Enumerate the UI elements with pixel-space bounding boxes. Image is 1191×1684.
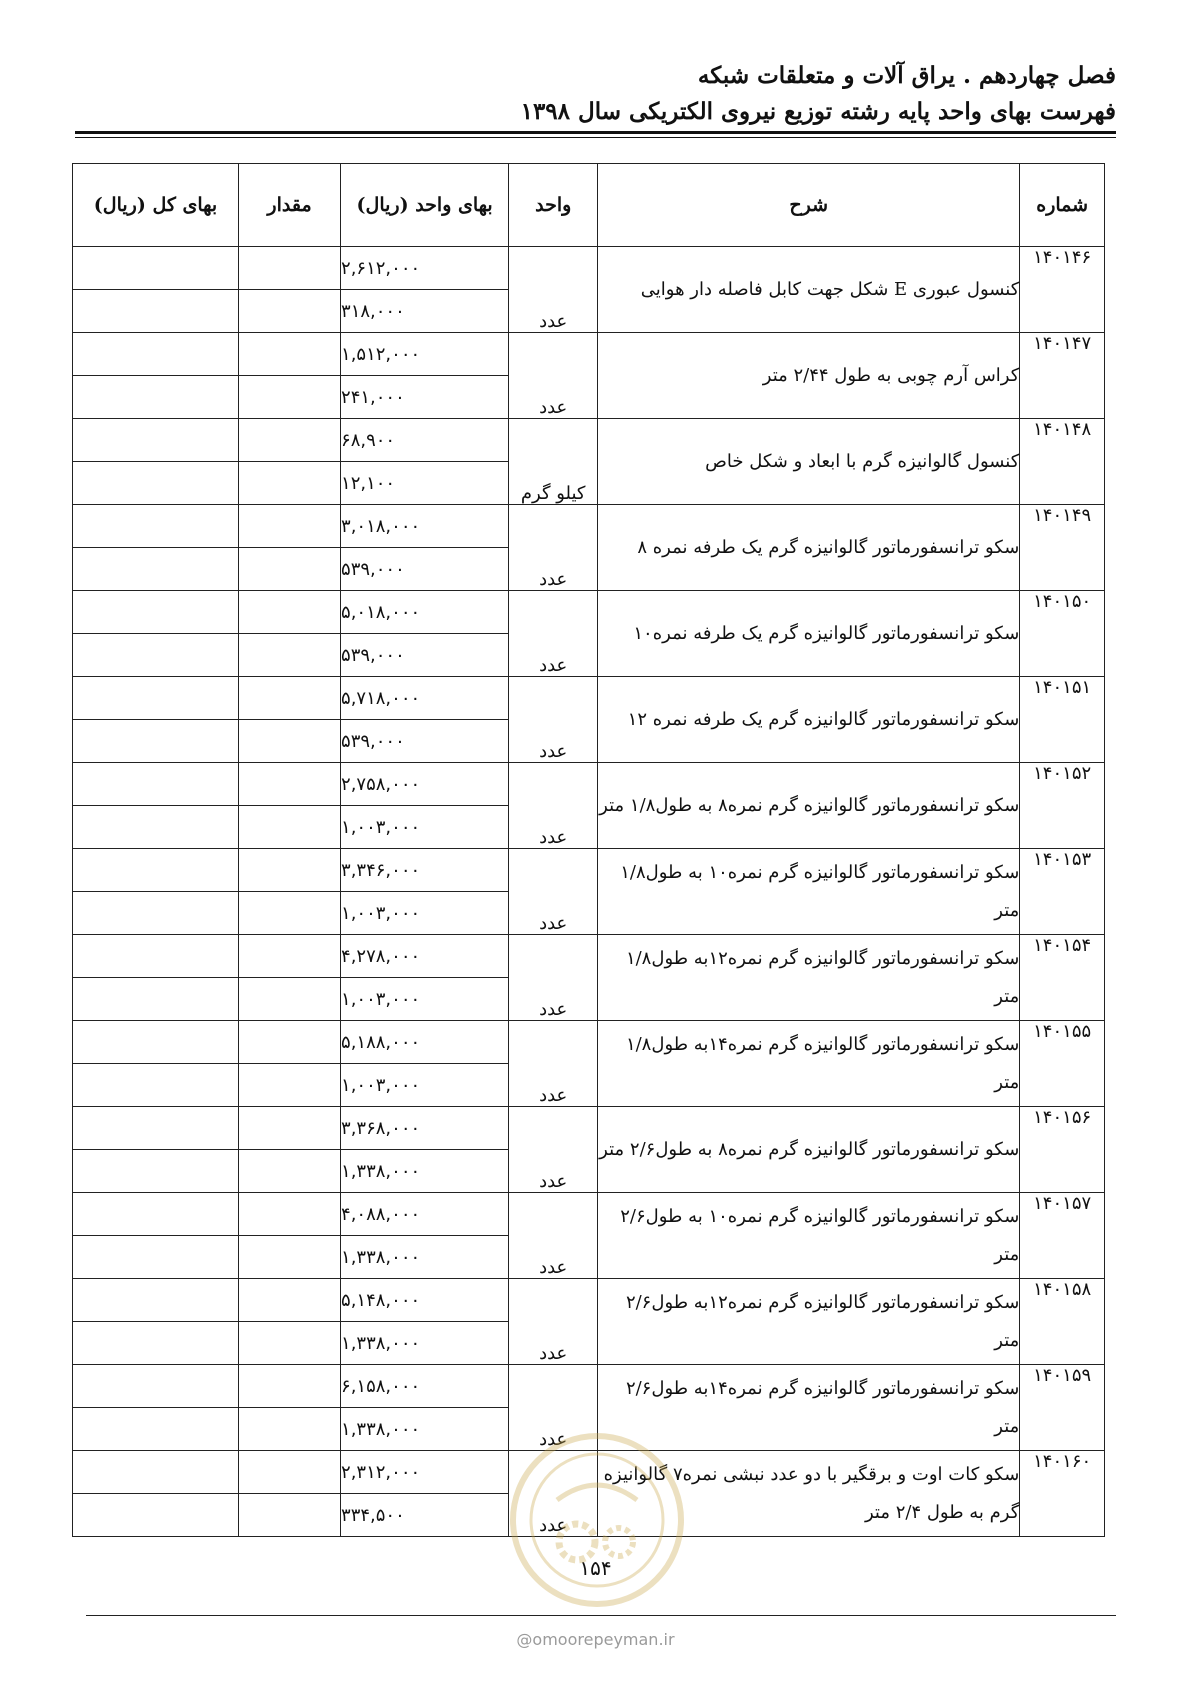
- total-price-cell: [73, 1021, 239, 1064]
- total-price-cell: [73, 462, 239, 505]
- unit-cell: عدد: [509, 1451, 598, 1537]
- unit-cell: عدد: [509, 1107, 598, 1193]
- code-cell: ۱۴۰۱۴۷: [1020, 333, 1105, 419]
- unit-cell: عدد: [509, 1193, 598, 1279]
- header-rule-thin: [75, 137, 1116, 138]
- description-cell: سکو ترانسفورماتور گالوانیزه گرم نمره۸ به طول۲/۶ متر: [598, 1107, 1020, 1193]
- unit-price-cell: ۶,۱۵۸,۰۰۰: [341, 1365, 509, 1408]
- watermark-text: @omoorepeyman.ir: [516, 1630, 675, 1649]
- unit-cell: عدد: [509, 333, 598, 419]
- quantity-cell: [239, 1408, 341, 1451]
- total-price-cell: [73, 892, 239, 935]
- quantity-cell: [239, 849, 341, 892]
- unit-price-cell: ۳,۳۴۶,۰۰۰: [341, 849, 509, 892]
- unit-price-cell: ۱,۳۳۸,۰۰۰: [341, 1236, 509, 1279]
- footer-rule: [86, 1615, 1116, 1616]
- code-cell: ۱۴۰۱۶۰: [1020, 1451, 1105, 1537]
- quantity-cell: [239, 1150, 341, 1193]
- table-body: [73, 247, 1105, 1537]
- table-row: [73, 763, 1105, 806]
- unit-price-cell: ۲,۷۵۸,۰۰۰: [341, 763, 509, 806]
- quantity-cell: [239, 290, 341, 333]
- quantity-cell: [239, 1193, 341, 1236]
- unit-cell: عدد: [509, 1279, 598, 1365]
- unit-price-cell: ۵,۷۱۸,۰۰۰: [341, 677, 509, 720]
- quantity-cell: [239, 505, 341, 548]
- unit-price-cell: ۲,۶۱۲,۰۰۰: [341, 247, 509, 290]
- code-cell: ۱۴۰۱۵۱: [1020, 677, 1105, 763]
- description-cell: سکو ترانسفورماتور گالوانیزه گرم یک طرفه نمره ۸: [598, 505, 1020, 591]
- description-cell: سکو ترانسفورماتور گالوانیزه گرم یک طرفه نمره ۱۲: [598, 677, 1020, 763]
- quantity-cell: [239, 376, 341, 419]
- description-cell: سکو ترانسفورماتور گالوانیزه گرم نمره۱۰ به طول۱/۸ متر: [598, 849, 1020, 935]
- quantity-cell: [239, 1494, 341, 1537]
- total-price-cell: [73, 978, 239, 1021]
- unit-price-cell: ۱,۰۰۳,۰۰۰: [341, 806, 509, 849]
- quantity-cell: [239, 548, 341, 591]
- document-title: فهرست بهای واحد پایه رشته توزیع نیروی الکتریکی سال ۱۳۹۸: [520, 98, 1116, 125]
- unit-cell: عدد: [509, 247, 598, 333]
- quantity-cell: [239, 1279, 341, 1322]
- table-row: [73, 935, 1105, 978]
- quantity-cell: [239, 677, 341, 720]
- unit-price-cell: ۳۳۴,۵۰۰: [341, 1494, 509, 1537]
- quantity-cell: [239, 763, 341, 806]
- code-cell: ۱۴۰۱۵۹: [1020, 1365, 1105, 1451]
- quantity-cell: [239, 1064, 341, 1107]
- unit-price-cell: ۵,۱۴۸,۰۰۰: [341, 1279, 509, 1322]
- total-price-cell: [73, 376, 239, 419]
- total-price-cell: [73, 247, 239, 290]
- unit-price-cell: ۵۳۹,۰۰۰: [341, 720, 509, 763]
- unit-cell: عدد: [509, 1021, 598, 1107]
- unit-price-cell: ۲,۳۱۲,۰۰۰: [341, 1451, 509, 1494]
- total-price-cell: [73, 290, 239, 333]
- description-cell: سکو ترانسفورماتور گالوانیزه گرم نمره۱۲به طول۲/۶ متر: [598, 1279, 1020, 1365]
- unit-price-cell: ۵۳۹,۰۰۰: [341, 548, 509, 591]
- code-cell: ۱۴۰۱۴۹: [1020, 505, 1105, 591]
- page-number: ۱۵۴: [579, 1556, 612, 1580]
- unit-cell: کیلو گرم: [509, 419, 598, 505]
- quantity-cell: [239, 419, 341, 462]
- unit-cell: عدد: [509, 849, 598, 935]
- code-cell: ۱۴۰۱۵۸: [1020, 1279, 1105, 1365]
- code-cell: ۱۴۰۱۴۶: [1020, 247, 1105, 333]
- col-description: شرح: [598, 164, 1020, 247]
- col-unit-price: بهای واحد (ریال): [341, 164, 509, 247]
- unit-price-cell: ۱,۳۳۸,۰۰۰: [341, 1150, 509, 1193]
- table-row: [73, 505, 1105, 548]
- total-price-cell: [73, 763, 239, 806]
- header-rule-thick: [75, 131, 1116, 134]
- table-row: [73, 1365, 1105, 1408]
- code-cell: ۱۴۰۱۵۵: [1020, 1021, 1105, 1107]
- total-price-cell: [73, 1107, 239, 1150]
- unit-price-cell: ۴,۲۷۸,۰۰۰: [341, 935, 509, 978]
- table-row: [73, 1107, 1105, 1150]
- code-cell: ۱۴۰۱۵۴: [1020, 935, 1105, 1021]
- col-code: شماره: [1020, 164, 1105, 247]
- quantity-cell: [239, 720, 341, 763]
- total-price-cell: [73, 634, 239, 677]
- col-quantity: مقدار: [239, 164, 341, 247]
- unit-price-cell: ۱,۵۱۲,۰۰۰: [341, 333, 509, 376]
- code-cell: ۱۴۰۱۴۸: [1020, 419, 1105, 505]
- total-price-cell: [73, 1494, 239, 1537]
- quantity-cell: [239, 892, 341, 935]
- total-price-cell: [73, 1064, 239, 1107]
- unit-price-cell: ۱,۰۰۳,۰۰۰: [341, 892, 509, 935]
- quantity-cell: [239, 935, 341, 978]
- col-unit: واحد: [509, 164, 598, 247]
- description-cell: سکو ترانسفورماتور گالوانیزه گرم یک طرفه نمره۱۰: [598, 591, 1020, 677]
- quantity-cell: [239, 1021, 341, 1064]
- table-row: [73, 849, 1105, 892]
- description-cell: سکو ترانسفورماتور گالوانیزه گرم نمره۱۲به طول۱/۸ متر: [598, 935, 1020, 1021]
- unit-cell: عدد: [509, 591, 598, 677]
- description-cell: سکو ترانسفورماتور گالوانیزه گرم نمره۱۴به طول۱/۸ متر: [598, 1021, 1020, 1107]
- unit-price-cell: ۳۱۸,۰۰۰: [341, 290, 509, 333]
- unit-price-cell: ۱,۰۰۳,۰۰۰: [341, 1064, 509, 1107]
- unit-price-cell: ۵۳۹,۰۰۰: [341, 634, 509, 677]
- code-cell: ۱۴۰۱۵۶: [1020, 1107, 1105, 1193]
- description-cell: کنسول عبوری E شکل جهت کابل فاصله دار هوایی: [598, 247, 1020, 333]
- description-cell: سکو ترانسفورماتور گالوانیزه گرم نمره۱۰ به طول۲/۶ متر: [598, 1193, 1020, 1279]
- quantity-cell: [239, 634, 341, 677]
- unit-cell: عدد: [509, 505, 598, 591]
- col-total-price: بهای کل (ریال): [73, 164, 239, 247]
- total-price-cell: [73, 720, 239, 763]
- description-cell: کنسول گالوانیزه گرم با ابعاد و شکل خاص: [598, 419, 1020, 505]
- total-price-cell: [73, 1322, 239, 1365]
- table-row: [73, 419, 1105, 462]
- total-price-cell: [73, 419, 239, 462]
- total-price-cell: [73, 1365, 239, 1408]
- code-cell: ۱۴۰۱۵۲: [1020, 763, 1105, 849]
- unit-price-cell: ۱۲,۱۰۰: [341, 462, 509, 505]
- unit-price-cell: ۳,۰۱۸,۰۰۰: [341, 505, 509, 548]
- total-price-cell: [73, 505, 239, 548]
- chapter-title: فصل چهاردهم . یراق آلات و متعلقات شبکه: [697, 62, 1116, 89]
- total-price-cell: [73, 677, 239, 720]
- unit-price-cell: ۱,۳۳۸,۰۰۰: [341, 1408, 509, 1451]
- total-price-cell: [73, 1193, 239, 1236]
- unit-price-cell: ۲۴۱,۰۰۰: [341, 376, 509, 419]
- description-cell: سکو ترانسفورماتور گالوانیزه گرم نمره۸ به طول۱/۸ متر: [598, 763, 1020, 849]
- description-cell: سکو ترانسفورماتور گالوانیزه گرم نمره۱۴به طول۲/۶ متر: [598, 1365, 1020, 1451]
- unit-price-cell: ۳,۳۶۸,۰۰۰: [341, 1107, 509, 1150]
- total-price-cell: [73, 849, 239, 892]
- unit-cell: عدد: [509, 677, 598, 763]
- table-row: [73, 1193, 1105, 1236]
- table-row: [73, 247, 1105, 290]
- price-table: [72, 163, 1105, 1537]
- unit-price-cell: ۶۸,۹۰۰: [341, 419, 509, 462]
- total-price-cell: [73, 591, 239, 634]
- table-row: [73, 591, 1105, 634]
- code-cell: ۱۴۰۱۵۰: [1020, 591, 1105, 677]
- code-cell: ۱۴۰۱۵۳: [1020, 849, 1105, 935]
- total-price-cell: [73, 1451, 239, 1494]
- table-header-row: [73, 164, 1105, 247]
- quantity-cell: [239, 806, 341, 849]
- quantity-cell: [239, 1365, 341, 1408]
- quantity-cell: [239, 978, 341, 1021]
- quantity-cell: [239, 591, 341, 634]
- code-cell: ۱۴۰۱۵۷: [1020, 1193, 1105, 1279]
- total-price-cell: [73, 1236, 239, 1279]
- quantity-cell: [239, 1451, 341, 1494]
- quantity-cell: [239, 247, 341, 290]
- unit-cell: عدد: [509, 935, 598, 1021]
- total-price-cell: [73, 935, 239, 978]
- total-price-cell: [73, 1408, 239, 1451]
- table-row: [73, 1279, 1105, 1322]
- quantity-cell: [239, 462, 341, 505]
- unit-cell: عدد: [509, 763, 598, 849]
- table-row: [73, 1021, 1105, 1064]
- unit-cell: عدد: [509, 1365, 598, 1451]
- total-price-cell: [73, 548, 239, 591]
- unit-price-cell: ۱,۰۰۳,۰۰۰: [341, 978, 509, 1021]
- quantity-cell: [239, 1236, 341, 1279]
- unit-price-cell: ۱,۳۳۸,۰۰۰: [341, 1322, 509, 1365]
- table-row: [73, 333, 1105, 376]
- watermark-seal-icon: [507, 1430, 687, 1610]
- unit-price-cell: ۵,۱۸۸,۰۰۰: [341, 1021, 509, 1064]
- total-price-cell: [73, 806, 239, 849]
- quantity-cell: [239, 333, 341, 376]
- quantity-cell: [239, 1107, 341, 1150]
- total-price-cell: [73, 1150, 239, 1193]
- description-cell: سکو کات اوت و برقگیر با دو عدد نبشی نمره۷ گالوانیزه گرم به طول ۲/۴ متر: [598, 1451, 1020, 1537]
- description-cell: کراس آرم چوبی به طول ۲/۴۴ متر: [598, 333, 1020, 419]
- total-price-cell: [73, 1279, 239, 1322]
- unit-price-cell: ۴,۰۸۸,۰۰۰: [341, 1193, 509, 1236]
- quantity-cell: [239, 1322, 341, 1365]
- table-row: [73, 677, 1105, 720]
- total-price-cell: [73, 333, 239, 376]
- unit-price-cell: ۵,۰۱۸,۰۰۰: [341, 591, 509, 634]
